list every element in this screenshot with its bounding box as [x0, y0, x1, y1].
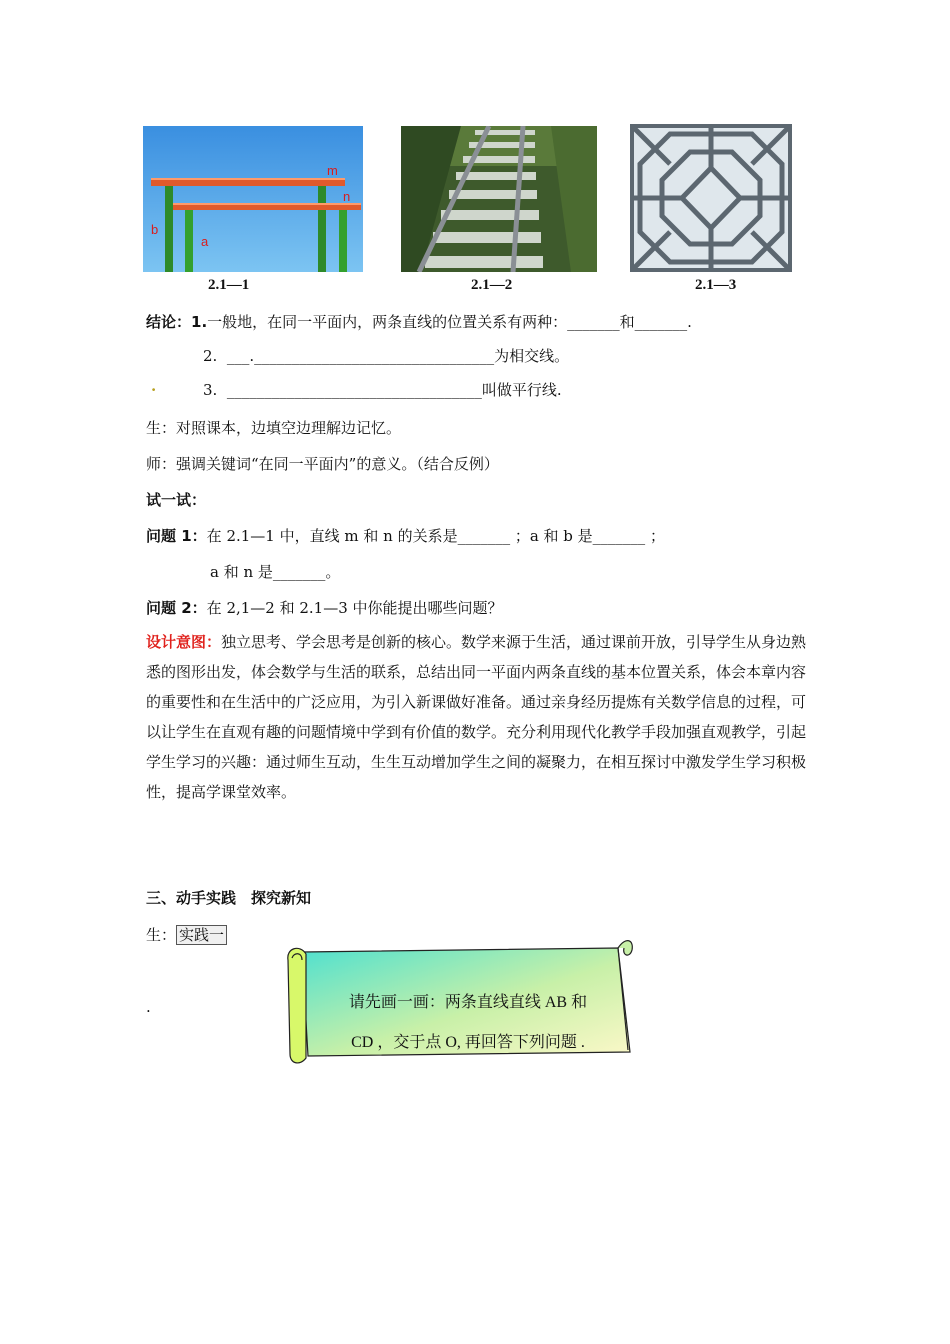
scroll-text-2: CD ，交于点 O, 再回答下列问题 .	[351, 1034, 585, 1051]
conclusion-num-3: 3.	[203, 381, 218, 399]
question-1-text: 在 2.1—1 中，直线 m 和 n 的关系是_______ ；a 和 b 是_______ ；	[206, 527, 665, 545]
conclusion-text-2: ___.________________________________为相交线。	[226, 347, 570, 365]
figure-2-1-2	[401, 126, 597, 272]
conclusion-text-1: 一般地，在同一平面内，两条直线的位置关系有两种：_______和_______.	[207, 313, 692, 331]
conclusion-line-3	[203, 380, 562, 400]
question-2-label: 问题 2：	[146, 599, 207, 617]
practice-label: 实践一	[176, 925, 227, 945]
design-intent	[146, 627, 808, 807]
stray-dot: .	[146, 998, 151, 1016]
question-2-text: 在 2,1—2 和 2.1—3 中你能提出哪些问题？	[206, 599, 503, 617]
figure-2-1-1	[143, 126, 363, 272]
question-1-label: 问题 1：	[146, 527, 207, 545]
fig1-label-m: m	[327, 163, 338, 178]
figure-2-1-3	[630, 124, 792, 272]
figure-caption-2: 2.1—2	[471, 277, 513, 293]
conclusion-label: 结论：	[146, 313, 192, 331]
practice-line	[146, 925, 227, 945]
conclusion-num-2: 2.	[203, 347, 218, 365]
practice-prefix: 生：	[146, 926, 177, 944]
section-3-heading: 三、动手实践 探究新知	[146, 889, 312, 907]
conclusion-num-1: 1.	[191, 313, 208, 331]
conclusion-line-2	[203, 346, 569, 366]
figure-caption-1: 2.1—1	[208, 277, 250, 293]
design-intent-text: 独立思考、学会思考是创新的核心。数学来源于生活，通过课前开放，引导学生从身边熟悉的图形出发，体会数学与生活的联系，总结出同一平面内两条直线的基本位置关系，体会本章内容的重要性和在生活中的广泛应用，为引入新课做好准备。通过亲身经历提炼有关数学信息的过程，可以让学生在直观有趣的问题情境中学到有价值的数学。充分利用现代化教学手段加强直观教学，引起学生学习的兴趣：通过师生互动，生生互动增加学生之间的凝聚力，在相互探讨中激发学生学习积极性，提高学课堂效率。	[146, 633, 807, 801]
teacher-note: 师：强调关键词“在同一平面内”的意义。（结合反例）	[146, 455, 499, 473]
fig1-label-b: b	[151, 222, 159, 237]
conclusion-line-1	[146, 312, 692, 332]
student-note: 生：对照课本，边填空边理解边记忆。	[146, 419, 402, 437]
margin-dot: .	[151, 377, 157, 395]
question-1-continued: a 和 n 是_______。	[210, 563, 341, 581]
design-intent-label: 设计意图：	[146, 633, 222, 651]
try-heading: 试一试：	[146, 491, 207, 509]
question-2	[146, 598, 503, 618]
fig1-label-a: a	[201, 234, 209, 249]
conclusion-text-3: __________________________________叫做平行线.	[226, 381, 562, 399]
scroll-text-1: 请先画一画：两条直线直线 AB 和	[348, 994, 588, 1011]
question-1	[146, 526, 665, 546]
fig1-label-n: n	[343, 189, 351, 204]
figure-caption-3: 2.1—3	[695, 277, 737, 293]
